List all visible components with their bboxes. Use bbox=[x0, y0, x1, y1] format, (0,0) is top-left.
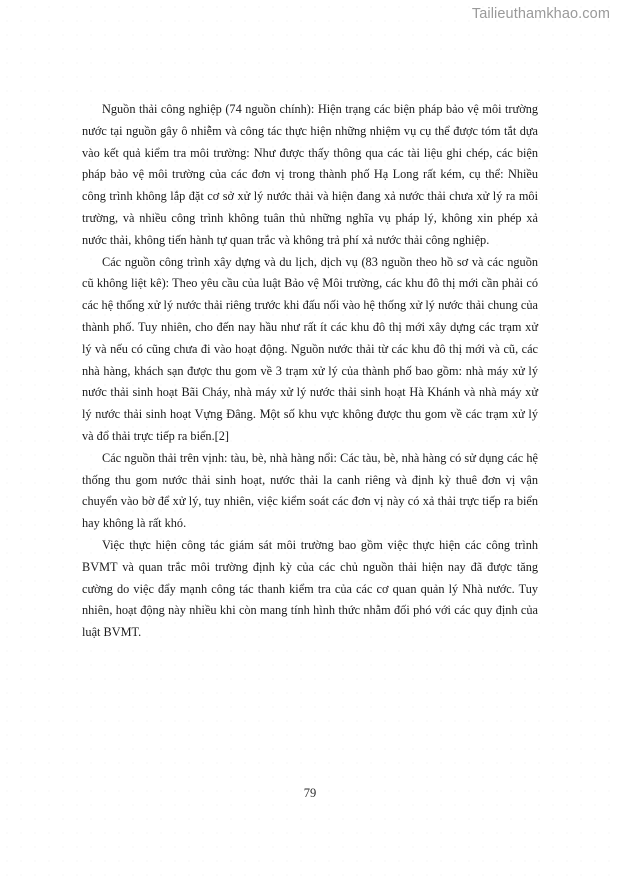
watermark: Tailieuthamkhao.com bbox=[471, 6, 610, 22]
paragraph-monitoring: Việc thực hiện công tác giám sát môi trường bao gồm việc thực hiện các công trình BVMT và quan trắc môi trường định kỳ của các chủ nguồn thải hiện nay đã được tăng cường do việc đẩy mạnh công tác thanh kiểm tra của các cơ quan quản lý Nhà nước. Tuy nhiên, hoạt động này nhiều khi còn mang tính hình thức nhằm đối phó với các quy định của luật BVMT. bbox=[82, 537, 538, 640]
paragraph-bay-sources: Các nguồn thải trên vịnh: tàu, bè, nhà hàng nổi: Các tàu, bè, nhà hàng có sử dụng các hệ thống thu gom nước thải sinh hoạt, nước thải la canh riêng và định kỳ thuê đơn vị vận chuyển vào bờ để xử lý, tuy nhiên, việc kiểm soát các đơn vị này có xả thải trực tiếp ra biển hay không là rất khó. bbox=[82, 450, 538, 531]
body-text bbox=[82, 99, 538, 644]
paragraph-industrial-sources: Nguồn thải công nghiệp (74 nguồn chính): Hiện trạng các biện pháp bảo vệ môi trường nước tại nguồn gây ô nhiễm và công tác thực hiện những nhiệm vụ cụ thể được tóm tắt dựa vào kết quả kiểm tra môi trường: Như được thấy thông qua các tài liệu ghi chép, các biện pháp bảo vệ môi trường của các đơn vị trong thành phố Hạ Long rất kém, cụ thể: Nhiều công trình không lắp đặt cơ sở xử lý nước thải và hiện đang xả nước thải chưa xử lý ra môi trường, và nhiều công trình không tuân thủ những nghĩa vụ pháp lý, không xin phép xả nước thải, không tiến hành tự quan trắc và không trả phí xả nước thải công nghiệp. bbox=[82, 102, 538, 247]
page-number: 79 bbox=[303, 786, 317, 800]
paragraph-construction-tourism-sources: Các nguồn công trình xây dựng và du lịch, dịch vụ (83 nguồn theo hồ sơ và các nguồn cũ không liệt kê): Theo yêu cầu của luật Bảo vệ Môi trường, các khu đô thị mới cần phải có các hệ thống xử lý nước thải riêng trước khi đấu nối vào hệ thống xử lý nước thải chung của thành phố. Tuy nhiên, cho đến nay hầu như rất ít các khu đô thị mới xây dựng các trạm xử lý và nếu có cũng chưa đi vào hoạt động. Nguồn nước thải từ các khu đô thị mới và cũ, các nhà hàng, khách sạn được thu gom về 3 trạm xử lý của thành phố bao gồm: nhà máy xử lý nước thải sinh hoạt Bãi Cháy, nhà máy xử lý nước thải sinh hoạt Hà Khánh và nhà máy xử lý nước thải sinh hoạt Vựng Đâng. Một số khu vực không được thu gom về các trạm xử lý và đổ thải trực tiếp ra biển.[2] bbox=[82, 254, 538, 443]
